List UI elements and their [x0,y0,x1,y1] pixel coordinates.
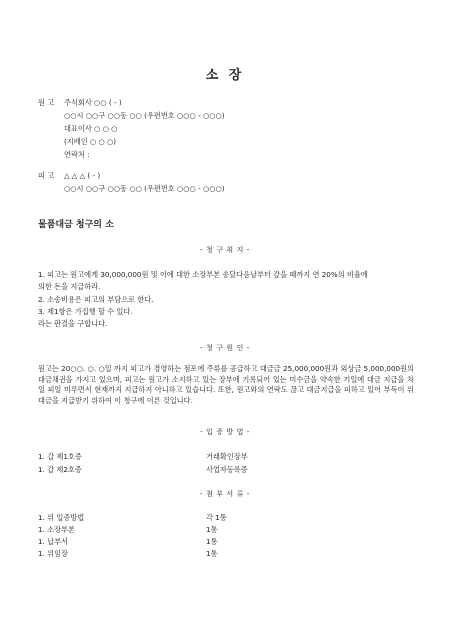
plaintiff-contact: 연락처 : [64,150,90,159]
plaintiff-label: 원 고 [38,98,55,107]
document-title: 소 장 [205,68,245,83]
evidence-name-2: 사업자등록증 [206,465,248,474]
plaintiff-company: 주식회사 ○○ ( - ) [64,98,122,107]
attachment-name-4: 1. 위임장 [38,549,68,558]
claim-item-2: 2. 소송비용은 피고의 부담으로 한다. [38,295,154,304]
defendant-address: ○○시 ○○구 ○○동 ○○ (우편번호 ○○○ - ○○○) [64,184,225,193]
attachment-count-2: 1통 [206,525,218,534]
claim-closing: 라는 판결을 구합니다. [38,319,108,328]
plaintiff-address: ○○시 ○○구 ○○동 ○○ (우편번호 ○○○ - ○○○) [64,111,225,120]
case-title: 물품대금 청구의 소 [38,220,114,230]
cause-paragraph: 원고는 20○○. ○. ○일 까지 피고가 경영하는 점포에 주류를 공급하고 대금금 25,000,000원과 외상금 5,000,000원의 대금채권을 가지고 있으며, 피고는 원고가 소지하고 있는 장부에 기록되어 있는 미수금을 약속한 기일에 대금 지급을 차일 피일 미루면서 현재까지 지급하지 아니하고 있습니다. 또한, 원고와의 연락도 끊고 대금지급을 피하고 있어 부득이 위 대금을 지급받기 위하여 이 청구에 이른 것입니다. [38,364,414,405]
plaintiff-representative: 대표이사 ○ ○ ○ [64,124,118,133]
defendant-name: △ △ △ ( - ) [64,171,101,180]
evidence-no-2: 1. 갑 제2호증 [38,465,82,474]
attachment-name-3: 1. 납부서 [38,537,68,546]
claim-item-3: 3. 제1항은 가집행 할 수 있다. [38,307,133,316]
evidence-no-1: 1. 갑 제1호증 [38,452,82,461]
attachment-count-4: 1통 [206,549,218,558]
attachment-name-1: 1. 위 입증방법 [38,513,85,522]
cause-heading: - 청 구 원 인 - [200,344,250,352]
claim-heading: - 청 구 취 지 - [200,246,250,254]
evidence-name-1: 거래확인장부 [206,452,248,461]
claim-item-1: 1. 피고는 원고에게 30,000,000원 및 이에 대한 소장부본 송달다음날부터 갚을 때까지 연 20%의 비율에 [38,270,368,279]
attachment-name-2: 1. 소장부본 [38,525,75,534]
attachments-heading: - 첨 부 서 류 - [200,490,250,498]
claim-item-1-cont: 의한 돈을 지급하라. [38,282,101,291]
attachment-count-3: 1통 [206,537,218,546]
evidence-heading: - 입 증 방 법 - [200,428,250,436]
plaintiff-manager: (지배인 ○ ○ ○) [64,137,117,146]
defendant-label: 피 고 [38,171,55,180]
attachment-count-1: 각 1통 [206,513,227,522]
